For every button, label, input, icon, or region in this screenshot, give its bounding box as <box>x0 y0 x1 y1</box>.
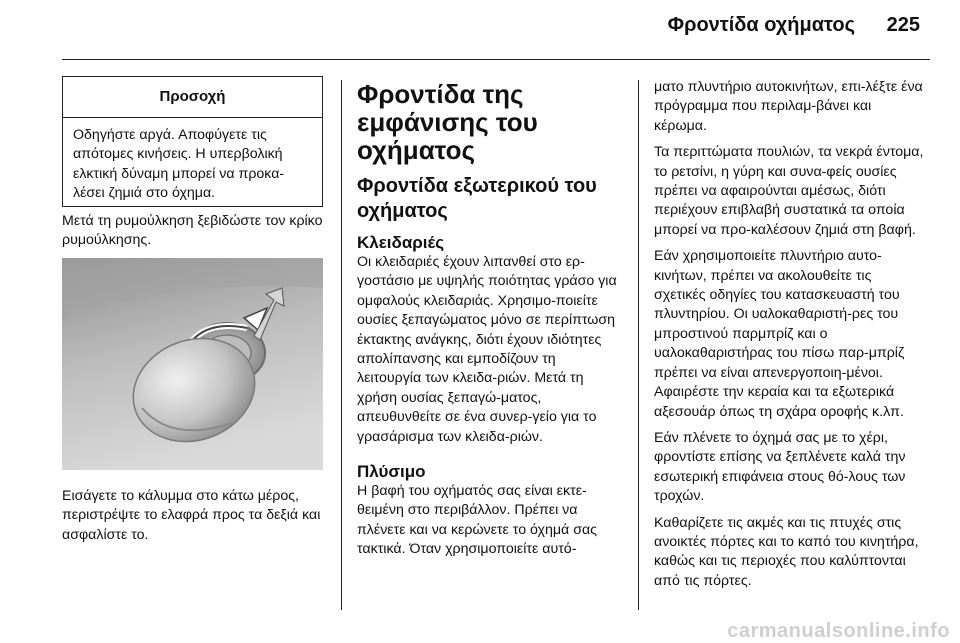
right-paragraph-4: Εάν πλένετε το όχημά σας με το χέρι, φροντίστε επίσης να ξεπλένετε καλά την εσωτερική επιφάνεια στους θό-λους των τροχών. <box>654 429 906 505</box>
header-rule <box>62 59 930 60</box>
locks-paragraph: Οι κλειδαριές έχουν λιπανθεί στο ερ-γοστάσιο με υψηλής ποιότητας γράσο για ομφαλούς κλειδαριάς. Χρησιμο-ποιείτε ουσίες ξεπαγώματος μόνο σε περίπτωση έκτακτης ανάγκης, διότι έχουν ιδιότητες απολίπανσης και εμποδίζουν τη λειτουργία των κλειδα-ριών. Μετά τη χρήση ουσίας ξεπαγώ-ματος, απευθυνθείτε σε ένα συνερ-γείο για το γρασάρισμα των κλειδα-ριών. <box>357 254 617 445</box>
column-divider-right <box>638 80 639 610</box>
subsection-heading: Φροντίδα εξωτερικού του οχήματος <box>357 175 597 222</box>
locks-heading: Κλειδαριές <box>357 233 445 252</box>
washing-heading: Πλύσιμο <box>357 462 426 482</box>
right-paragraph-5: Καθαρίζετε τις ακμές και τις πτυχές στις ανοικτές πόρτες και το καπό του κινητήρα, καθώς και τις περιοχές που καλύπτονται από τις πόρτες. <box>654 514 919 589</box>
running-header-title: Φροντίδα οχήματος <box>667 14 855 36</box>
caution-box <box>62 76 323 207</box>
towing-eye-paragraph: Μετά τη ρυμούλκηση ξεβιδώστε τον κρίκο ρυμούλκησης. <box>62 213 323 249</box>
cover-instructions-paragraph: Εισάγετε το κάλυμμα στο κάτω μέρος, περιστρέψτε το ελαφρά προς τα δεξιά και ασφαλίστε το. <box>62 488 321 543</box>
right-paragraph-2: Τα περιττώματα πουλιών, τα νεκρά έντομα, το ρετσίνι, η γύρη και συνα-φείς ουσίες πρέπει να αφαιρούνται αμέσως, διότι περιέχουν επιβλαβή συστατικά τα οποία μπορεί να προ-καλέσουν ζημιά στη βαφή. <box>654 144 924 238</box>
right-paragraph-3: Εάν χρησιμοποιείτε πλυντήριο αυτο-κινήτων, πρέπει να ακολουθείτε τις σχετικές οδηγίες του κατασκευαστή του πλυντηρίου. Οι υαλοκαθαριστή-ρες του μπροστινού παρμπρίζ και ο υαλοκαθαριστήρας του πίσω παρ-μπρίζ πρέπει να είναι απενεργοποιη-μένοι. Αφαιρέστε την κεραία και τα εξωτερικά αξεσουάρ όπως τη σχάρα οροφής κ.λπ. <box>654 248 905 420</box>
middle-column <box>357 80 623 567</box>
caution-text: Οδηγήστε αργά. Αποφύγετε τις απότομες κινήσεις. Η υπερβολική ελκτική δύναμη μπορεί να προκα-λέσει ζημιά στο όχημα. <box>73 127 285 202</box>
washing-paragraph: Η βαφή του οχήματός σας είναι εκτε-θειμένη στο περιβάλλον. Πρέπει να πλένετε και να κερώνετε το όχημά σας τακτικά. Όταν χρησιμοποιείτε αυτό- <box>357 483 598 558</box>
towing-cover-figure <box>62 258 323 470</box>
left-column-bottom <box>62 487 326 552</box>
section-heading: Φροντίδα της εμφάνισης του οχήματος <box>357 79 538 165</box>
column-divider-left <box>341 80 342 610</box>
right-paragraph-1: ματο πλυντήριο αυτοκινήτων, επι-λέξτε ένα πρόγραμμα που περιλαμ-βάνει και κέρωμα. <box>654 79 923 134</box>
right-column <box>654 78 924 598</box>
page-number: 225 <box>886 14 920 36</box>
site-watermark: carmanualsonline.info <box>727 620 950 642</box>
caution-heading: Προσοχή <box>63 77 322 118</box>
cover-illustration <box>62 258 323 470</box>
left-column-top <box>62 212 324 258</box>
